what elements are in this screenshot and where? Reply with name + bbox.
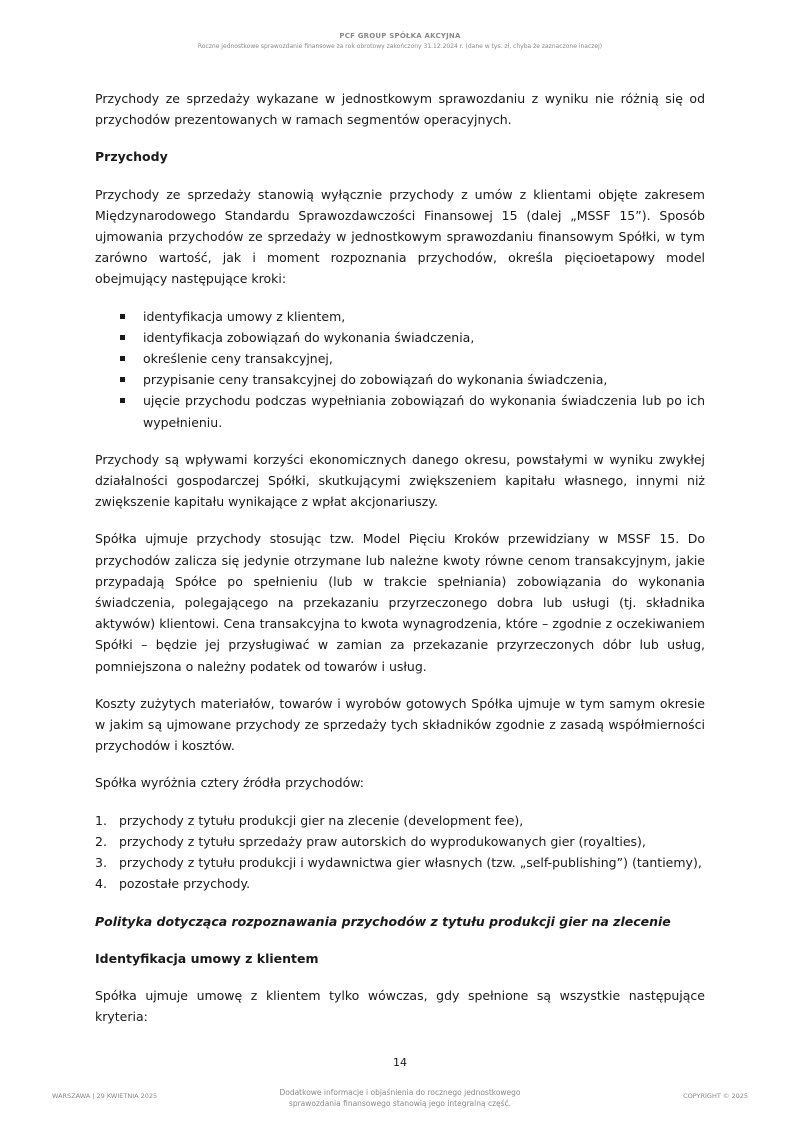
list-text: przychody z tytułu produkcji gier na zlecenie (development fee), <box>119 812 524 828</box>
list-item <box>95 852 705 873</box>
list-item: ujęcie przychodu podczas wypełniania zobowiązań do wykonania świadczenia lub po ich wypełnieniu. <box>143 390 705 432</box>
list-item: określenie ceny transakcyjnej, <box>143 348 705 369</box>
footer-copyright: COPYRIGHT © 2025 <box>683 1092 748 1100</box>
page-header <box>0 32 800 50</box>
list-number: 1. <box>95 812 107 828</box>
report-subtitle: Roczne jednostkowe sprawozdanie finansowe za rok obrotowy zakończony 31.12.2024 r. (dane w tys. zł, chyba że zaznaczone inaczej) <box>197 43 603 50</box>
list-item: identyfikacja umowy z klientem, <box>143 306 705 327</box>
company-name: PCF GROUP SPÓŁKA AKCYJNA <box>339 32 461 40</box>
heading-przychody: Przychody <box>95 149 168 165</box>
list-text: przychody z tytułu sprzedaży praw autorskich do wyprodukowanych gier (royalties), <box>119 833 646 849</box>
paragraph-koszty: Koszty zużytych materiałów, towarów i wyrobów gotowych Spółka ujmuje w tym samym okresie w jakim są ujmowane przychody ze sprzedaży tych składników zgodnie z zasadą współmierności przychodów i kosztów. <box>95 695 705 754</box>
footer-note <box>250 1087 550 1109</box>
paragraph-kryteria: Spółka ujmuje umowę z klientem tylko wówczas, gdy spełnione są wszystkie następujące kryteria: <box>95 987 705 1025</box>
paragraph-zrodla: Spółka wyróżnia cztery źródła przychodów: <box>95 775 364 791</box>
list-item: identyfikacja zobowiązań do wykonania świadczenia, <box>143 327 705 348</box>
list-text: pozostałe przychody. <box>119 876 251 892</box>
paragraph-mssf: Przychody ze sprzedaży stanowią wyłącznie przychody z umów z klientami objęte zakresem Międzynarodowego Standardu Sprawozdawczości Finansowej 15 (dalej „MSSF 15”). Sposób ujmowania przychodów ze sprzedaży w jednostkowym sprawozdaniu finansowym Spółki, w tym zarówno wartość, jak i moment rozpoznania przychodów, określa pięcioetapowy model obejmujący następujące kroki: <box>95 186 705 287</box>
list-number: 2. <box>95 833 107 849</box>
sources-list <box>95 810 705 895</box>
list-number: 3. <box>95 855 107 871</box>
footer-place-date: WARSZAWA | 29 KWIETNIA 2025 <box>52 1092 158 1100</box>
list-item: przypisanie ceny transakcyjnej do zobowiązań do wykonania świadczenia, <box>143 369 705 390</box>
steps-list <box>95 306 705 433</box>
list-number: 4. <box>95 876 107 892</box>
page-number: 14 <box>393 1056 407 1069</box>
paragraph-intro: Przychody ze sprzedaży wykazane w jednostkowym sprawozdaniu z wyniku nie różnią się od przychodów prezentowanych w ramach segmentów operacyjnych. <box>95 91 705 128</box>
list-item <box>95 873 705 894</box>
document-body <box>95 88 705 1043</box>
paragraph-model: Spółka ujmuje przychody stosując tzw. Model Pięciu Kroków przewidziany w MSSF 15. Do przychodów zalicza się jedynie otrzymane lub należne kwoty równe cenom transakcyjnym, jakie przypadają Spółce po spełnieniu (lub w trakcie spełniania) zobowiązania do wykonania świadczenia, polegającego na przekazaniu przyrzeczonego dobra lub usługi (tj. składnika aktywów) klientowi. Cena transakcyjna to kwota wynagrodzenia, które – zgodnie z oczekiwaniem Spółki – będzie jej przysługiwać w zamian za przekazanie przyrzeczonych dóbr lub usług, pomniejszona o należny podatek od towarów i usług. <box>95 531 705 674</box>
heading-polityka: Polityka dotycząca rozpoznawania przychodów z tytułu produkcji gier na zlecenie <box>95 913 671 929</box>
list-item <box>95 810 705 831</box>
heading-identyfikacja: Identyfikacja umowy z klientem <box>95 950 319 966</box>
paragraph-wplywy: Przychody są wpływami korzyści ekonomicznych danego okresu, powstałymi w wyniku zwykłej działalności gospodarczej Spółki, skutkującymi zwiększeniem kapitału własnego, innymi niż zwiększenie kapitału wynikające z wpłat akcjonariuszy. <box>95 451 705 510</box>
list-item <box>95 831 705 852</box>
list-text: przychody z tytułu produkcji i wydawnictwa gier własnych (tzw. „self-publishing”) (tantiemy), <box>119 855 702 871</box>
footer-note-line: Dodatkowe informacje i objaśnienia do rocznego jednostkowego <box>279 1088 521 1097</box>
footer-note-line: sprawozdania finansowego stanowią jego integralną część. <box>288 1099 512 1108</box>
